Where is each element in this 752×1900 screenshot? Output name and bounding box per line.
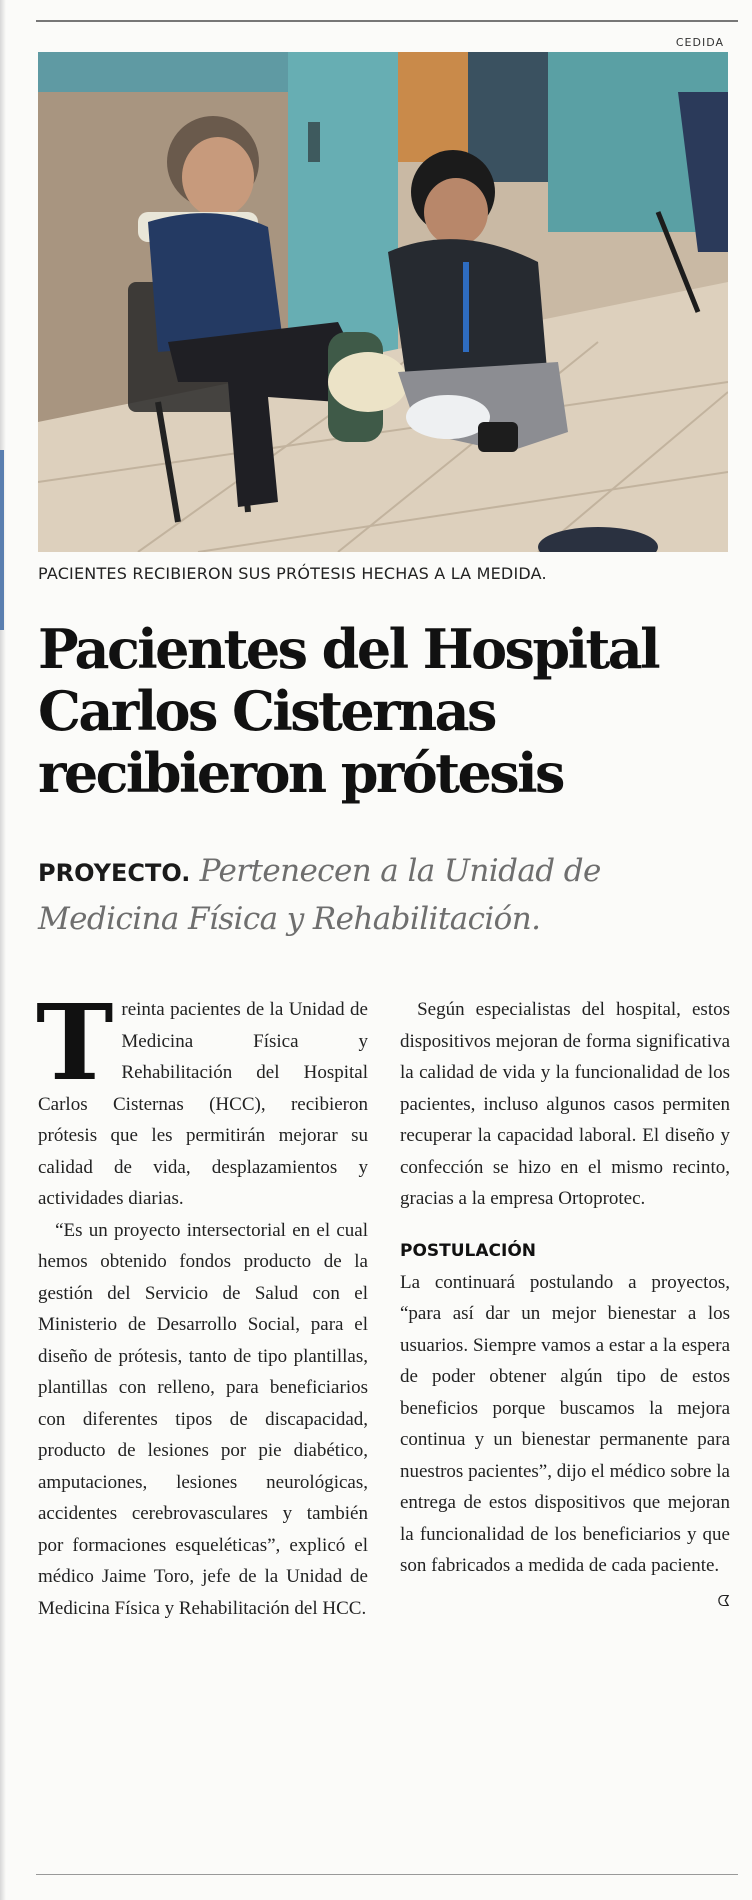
paragraph-3: Según especialistas del hospital, estos dispositivos mejoran de forma significativa la calidad de vida y la funcionalidad de los pacientes, incluso algunos casos permiten recuperar la capacidad laboral. El diseño y confección se hizo en el mismo recinto, gracias a la empresa Ortoprotec. <box>400 999 730 1209</box>
headline-line-2: Carlos Cisternas <box>38 679 495 743</box>
paragraph-4 <box>400 1267 730 1610</box>
end-mark-icon: ᗧ <box>717 1591 730 1610</box>
deck-text: Pertenecen a la Unidad de Medicina Física y Rehabilitación. <box>38 853 601 937</box>
paragraph-4-text: La continuará postulando a proyectos, “para así dar un mejor bienestar a los usuarios. Siempre vamos a estar a la espera de poder obtener algún tipo de estos beneficios porque buscamos la mejora continua y un bienestar permanente para nuestros pacientes”, dijo el médico sobre la entrega de estos dispositivos que mejoran la funcionalidad de los beneficiarios y que son fabricados a medida de cada paciente. <box>400 1271 730 1576</box>
photo-caption: PACIENTES RECIBIERON SUS PRÓTESIS HECHAS A LA MEDIDA. <box>38 564 547 583</box>
paragraph-2: “Es un proyecto intersectorial en el cual hemos obtenido fondos producto de la gestión del Servicio de Salud con el Ministerio de Desarrollo Social, para el diseño de prótesis, tanto de tipo plantillas, plantillas con relleno, para beneficiarios con diferentes tipos de discapacidad, producto de lesiones por pie diabético, amputaciones, lesiones neurológicas, accidentes cerebrovasculares y también por formaciones esqueléticas”, explicó el médico Jaime Toro, jefe de la Unidad de Medicina Física y Rehabilitación del HCC. <box>38 1219 368 1619</box>
headline-line-3: recibieron prótesis <box>38 741 563 805</box>
deck-label: PROYECTO. <box>38 859 191 887</box>
adjacent-page-mark <box>0 450 4 630</box>
article-column-left <box>36 981 368 1624</box>
subhead: POSTULACIÓN <box>400 1240 537 1261</box>
article-photo <box>38 52 728 552</box>
top-rule <box>36 20 738 22</box>
bottom-rule <box>36 1874 738 1875</box>
page-edge-shadow <box>0 0 6 1900</box>
photo-credit: CEDIDA <box>675 36 724 49</box>
headline <box>38 618 728 804</box>
paragraph-1-text: reinta pacientes de la Unidad de Medicina Física y Rehabilitación del Hospital Carlos Cisternas (HCC), recibieron prótesis que les permitirán mejorar su calidad de vida, desplazamientos y actividades diarias. <box>38 999 368 1209</box>
paragraph-1 <box>36 981 368 1215</box>
headline-line-1: Pacientes del Hospital <box>38 617 659 681</box>
deck <box>38 848 728 942</box>
article-column-right <box>400 994 730 1617</box>
drop-cap: T <box>36 981 114 1104</box>
